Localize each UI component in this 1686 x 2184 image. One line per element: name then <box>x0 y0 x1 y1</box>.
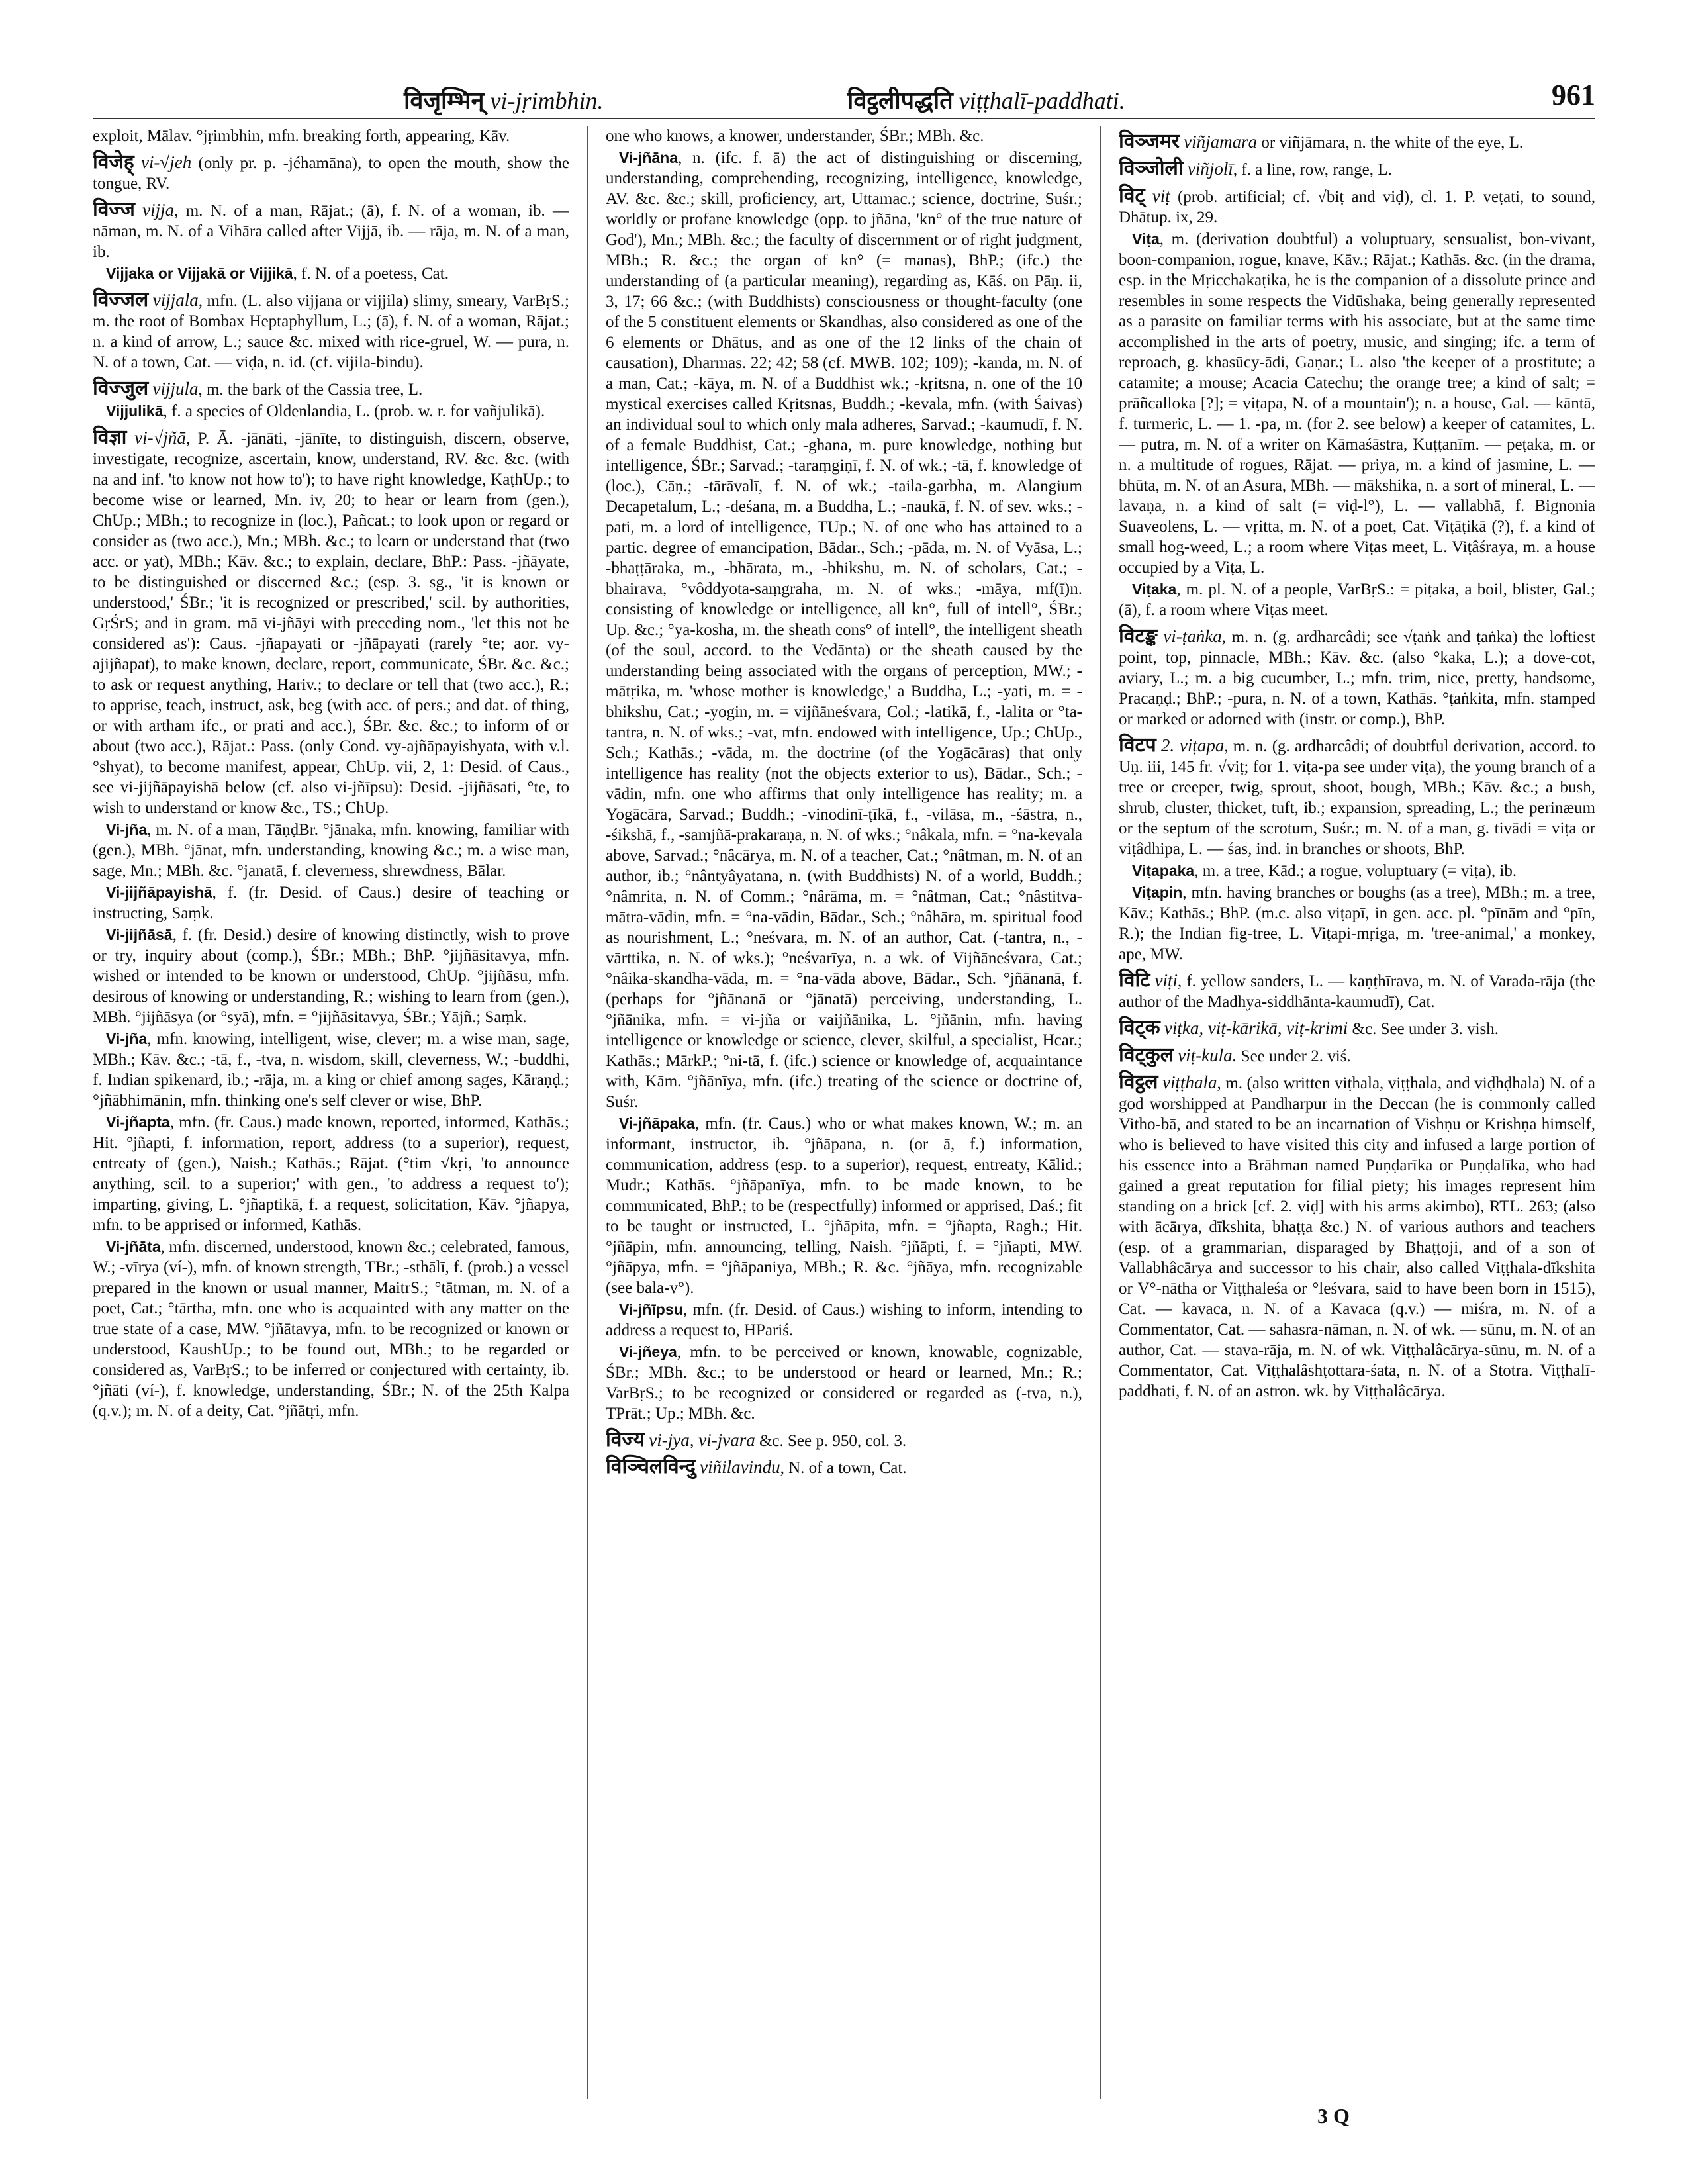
entry-text: &c. See under 3. vish. <box>1348 1020 1499 1038</box>
headword-devanagari: विटप <box>1119 734 1156 757</box>
subentry-headword: Vijjulikā <box>106 403 164 420</box>
entry-text: , P. Ā. -jānāti, -jānīte, to distinguish, discern, observe, investigate, recognize, ascertain, know, understand, RV. &c. &c. (with na and inf. 'to know not how to'); to have right knowledge, KaṭhUp.; to become wise or learned, Mn. iv, 20; to hear or learn from (gen.), ChUp.; MBh.; to recognize in (loc.), Pañcat.; to look upon or regard or consider as (two acc.), Mn.; MBh. &c.; to learn or understand that (two acc. or yat), MBh.; Kāv. &c.; to explain, declare, BhP.: Pass. -jñāyate, to be distinguished or discerned &c.; (esp. 3. sg., 'it is known or understood,' ŚBr.; 'it is recognized or prescribed,' scil. by authorities, GṛŚrS; and in gram. mā vi-jñāyi with preceding nom., 'let this not be considered as'): Caus. -jñapayati or -jñāpayati (rarely °te; aor. vy-ajijñapat), to make known, declare, report, communicate, ŚBr. &c. &c.; to ask or request anything, Hariv.; to declare or tell that (two acc.), R.; to apprise, teach, instruct, ask, beg (with acc. of pers.; and dat. of thing, or with artham ifc., or prati and acc.), ŚBr. &c. &c.; to inform of or about (two acc.), Rājat.: Pass. (only Cond. vy-ajñāpayishyata, with v.l. °shyat), to become manifest, appear, ChUp. vii, 2, 1: Desid. of Caus., see vi-jijñāpayishā below (cf. also vi-jñīpsu): Desid. -jijñāsati, °te, to wish to understand or know &c., TS.; ChUp. <box>93 430 569 817</box>
dictionary-entry <box>93 289 569 373</box>
entry-text: , mfn. discerned, understood, known &c.; celebrated, famous, W.; -vīrya (ví-), mfn. of known strength, TBr.; -sthālī, f. (prob.) a vessel prepared in the known or usual manner, MaitrS.; °tātman, m. N. of a poet, Cat.; °tārtha, mfn. one who is acquainted with any matter on the true state of a case, MW. °jñātavya, mfn. to be recognized or known or understood, KaushUp.; to be found out, MBh.; to be regarded or considered as, VarBṛS.; to be inferred or conjectured with certainty, ib. °jñāti (ví-), f. knowledge, understanding, ŚBr.; N. of the 25th Kalpa (q.v.); m. N. of a deity, Cat. °jñātṛi, mfn. <box>93 1238 569 1420</box>
left-catchword-translit: vi-jṛimbhin. <box>490 87 604 114</box>
dictionary-subentry <box>606 126 1082 146</box>
headword-transliteration: viñjamara <box>1184 132 1258 152</box>
entry-text: , mfn. having branches or boughs (as a tree), MBh.; m. a tree, Kāv.; Kathās.; BhP. (m.c. also viṭapī, in gen. acc. pl. °pīnām and °pīn, R.); the Indian fig-tree, L. Viṭapi-mṛiga, m. 'tree-animal,' a monkey, ape, MW. <box>1119 884 1595 963</box>
entry-text: , mfn. (fr. Caus.) made known, reported, informed, Kathās.; Hit. °jñapti, f. information, report, address (to a superior), request, entreaty of (gen.), Naish.; Kathās.; Rājat. (°tim √kṛi, 'to announce anything, scil. to a superior;' with gen., 'to address a request to'); imparting, giving, L. °jñaptikā, f. a request, solicitation, Kāv. °jñapya, mfn. to be apprised or informed, Kathās. <box>93 1114 569 1234</box>
headword-devanagari: विज्ज <box>93 198 135 221</box>
headword-devanagari: विञ्चिलविन्दु <box>606 1455 696 1478</box>
subentry-headword: Vi-jñāpaka <box>619 1115 695 1132</box>
headword-devanagari: विजेह् <box>93 150 134 173</box>
dictionary-entry <box>1119 1045 1595 1067</box>
entry-text: , m. (derivation doubtful) a voluptuary, sensualist, bon-vivant, boon-companion, rogue, knave, Kāv.; Rājat.; Kathās. &c. (in the drama, esp. in the Mṛicchakaṭika, he is the companion of a dissolute prince and resembles in some respects the Vidūshaka, being generally represented as a parasite on familiar terms with his associate, but at the same time accomplished in the arts of poetry, music, and singing; ifc. a term of reproach, g. khasūcy-ādi, Gaṇar.; L. also 'the keeper of a prostitute; a catamite; a mouse; Acacia Catechu; the orange tree; a kind of salt; = prāñcalloka [?]; = viṭapa, N. of a mountain'); n. a house, Gal. — kāntā, f. turmeric, L. — 1. -pa, m. (for 2. see below) a keeper of catamites, L. — putra, m. N. of a writer on Kāmaśāstra, Kuṭṭanīm. — peṭaka, m. or n. a multitude of rogues, Rājat. — priya, m. a kind of jasmine, L. — bhūta, m. N. of an Asura, MBh. — mākshika, n. a sort of mineral, L. — lavaṇa, n. a kind of salt (= viḍ-l°), L. — vallabhā, f. Bignonia Suaveolens, L. — vṛitta, m. N. of a poet, Cat. Viṭāṭikā (?), f. a kind of small hog-weed, L.; a room where Viṭas meet, L. Viṭâśraya, m. a house occupied by a Viṭa, L. <box>1119 230 1595 577</box>
subentry-headword: Vijjaka or Vijjakā or Vijjikā <box>106 265 293 282</box>
headword-devanagari: विज्य <box>606 1428 645 1451</box>
dictionary-entry <box>1119 970 1595 1012</box>
entry-text: exploit, Mālav. °jṛimbhin, mfn. breaking forth, appearing, Kāv. <box>93 127 510 145</box>
subentry-headword: Vi-jñeya <box>619 1343 677 1360</box>
headword-devanagari: विट्कुल <box>1119 1043 1174 1067</box>
dictionary-subentry <box>93 820 569 881</box>
entry-text: , m. N. of a man, Rājat.; (ā), f. N. of a woman, ib. — nāman, m. N. of a Vihāra called after Vijjā, ib. — rāja, m. N. of a man, ib. <box>93 202 569 261</box>
column-3 <box>1119 126 1595 2099</box>
headword-devanagari: विञ्जोली <box>1119 157 1184 180</box>
entry-text: , m. the bark of the Cassia tree, L. <box>198 381 423 399</box>
headword-devanagari: विटि <box>1119 969 1150 992</box>
subentry-headword: Vi-jña <box>106 821 148 838</box>
headword-devanagari: विज्जल <box>93 288 149 311</box>
dictionary-entry <box>606 1429 1082 1451</box>
subentry-headword: Vi-jñāta <box>106 1238 161 1255</box>
subentry-headword: Vi-jijñāsā <box>106 926 173 943</box>
headword-devanagari: विज्ञा <box>93 426 127 449</box>
entry-text: , mfn. (fr. Desid. of Caus.) wishing to inform, intending to address a request to, HPariś. <box>606 1301 1082 1339</box>
dictionary-subentry <box>93 263 569 284</box>
headword-devanagari: विट् <box>1119 184 1145 207</box>
dictionary-entry <box>1119 158 1595 180</box>
entry-text: , n. (ifc. f. ā) the act of distinguishing or discerning, understanding, comprehending, recognizing, intelligence, knowledge, AV. &c. &c.; skill, proficiency, art, Uttamac.; science, doctrine, Suśr.; worldly or profane knowledge (opp. to jñāna, 'kn° of the true nature of God'), Mn.; MBh. &c.; the faculty of discernment or of right judgment, MBh.; R. &c.; the organ of kn° (= manas), BhP.; (ifc.) the understanding of (a particular meaning), regarding as, Kāś. on Pāṇ. ii, 3, 17; 66 &c.; (with Buddhists) consciousness or thought-faculty (one of the 5 constituent elements or Skandhas, also considered as one of the 6 elements or Dhātus, and as one of the 12 links of the chain of causation), Dharmas. 22; 42; 58 (cf. MWB. 102; 109); -kanda, m. N. of a man, Cat.; -kāya, m. N. of a Buddhist wk.; -kṛitsna, n. one of the 10 mystical exercises called Kṛitsnas, Buddh.; -kevala, mfn. (with Śaivas) an individual soul to which only mala adheres, Sarvad.; -kaumudī, f. N. of a female Buddhist, Cat.; -ghana, m. pure knowledge, nothing but intelligence, ŚBr.; Sarvad.; -taraṃgiṇī, f. N. of wk.; -tā, f. knowledge of (loc.), Cāṇ.; -tārāvalī, f. N. of wk.; -taila-garbha, m. Alangium Decapetalum, L.; -deśana, m. a Buddha, L.; -naukā, f. N. of sev. wks.; -pati, m. a lord of intelligence, TUp.; N. of one who has attained to a partic. degree of emancipation, Bādar., Sch.; -pāda, m. N. of Vyāsa, L.; -bhaṭṭāraka, m., -bhārata, m., -bhikshu, m. N. of scholars, Cat.; -bhairava, °vôddyota-saṃgraha, m. N. of wks.; -māya, mf(ī)n. consisting of knowledge or intelligence, all kn°, full of intell°, ŚBr.; Up. &c.; °ya-kosha, m. the sheath cons° of intell°, the intelligent sheath (of the soul, accord. to the Vedānta) or the sheath caused by the understanding being associated with the organs of perception, MW.; -mātṛika, m. 'whose mother is knowledge,' a Buddha, L.; -yati, m. = -bhikshu, Cat.; -yogin, m. = vijñāneśvara, Col.; -latikā, f., -lalita or °ta-tantra, n. N. of wks.; -vat, mfn. endowed with intelligence, Up.; ChUp., Sch.; Kathās.; -vāda, m. the doctrine (of the Yogācāras) that only intelligence has reality (not the objects exterior to us), Bādar., Sch.; -vādin, mfn. one who affirms that only intelligence has reality; m. a Yogācāra, Sarvad.; Buddh.; -vinodinī-ṭīkā, f., -vilāsa, m., -śāstra, n., -śikshā, f., -samjñā-prakaraṇa, n. N. of wks.; °nâkala, mfn. = °na-kevala above, Sarvad.; °nâcārya, m. N. of a teacher, Cat.; °nâtman, m. N. of an author, ib.; °nântyâyatana, n. (with Buddhists) N. of a world, Buddh.; °nâmrita, n. N. of Comm.; °nârāma, m. = °nâtman, Cat.; °nâstitva-mātra-vādin, mfn. = °na-vādin, Bādar., Sch.; °nâhāra, m. spiritual food as nourishment, L.; °neśvara, m. N. of an author, Cat. (-tantra, n., -vārttika, n. N. of wks.); °neśvarīya, n. a wk. of Vijñāneśvara, Cat.; °nâika-skandha-vāda, m. = °na-vāda above, Bādar., Sch. °jñānanā, f. (perhaps for °jñānanā or °jānatā) perceiving, understanding, L. °jñānika, mfn. = vi-jña or vaijñānika, L. °jñānin, mfn. having intelligence or knowledge or science, clever, skilful, a specialist, Hcar.; Kathās.; MārkP.; °ni-tā, f. (ifc.) science or knowledge of, acquaintance with, Kām. °jñānīya, mfn. (ifc.) treating of the science or doctrine of, Suśr. <box>606 149 1082 1111</box>
dictionary-subentry <box>93 925 569 1027</box>
dictionary-entry <box>606 1456 1082 1478</box>
dictionary-subentry <box>606 1114 1082 1298</box>
entry-text: , m. N. of a man, TāṇḍBr. °jānaka, mfn. knowing, familiar with (gen.), MBh. °jānat, mfn. understanding, knowing &c.; m. a wise man, sage, Mn.; MBh. &c. °janatā, f. cleverness, shrewdness, Bālar. <box>93 821 569 880</box>
dictionary-entry <box>1119 131 1595 153</box>
dictionary-entry <box>1119 1018 1595 1039</box>
subentry-headword: Vi-jñapta <box>106 1114 170 1131</box>
subentry-headword: Vi-jñīpsu <box>619 1301 683 1318</box>
dictionary-entry <box>1119 1072 1595 1401</box>
dictionary-entry <box>93 427 569 818</box>
right-catchword <box>847 83 1125 116</box>
column-1 <box>93 126 569 2099</box>
dictionary-subentry <box>1119 861 1595 881</box>
right-catchword-translit: viṭṭhalī-paddhati. <box>959 87 1125 114</box>
headword-transliteration: vi-√jñā <box>134 428 186 448</box>
subentry-headword: Viṭaka <box>1132 581 1177 598</box>
headword-devanagari: विट्क <box>1119 1016 1160 1039</box>
dictionary-entry <box>93 378 569 400</box>
entry-text: or viñjāmara, n. the white of the eye, L. <box>1257 134 1524 152</box>
dictionary-subentry <box>1119 579 1595 620</box>
entry-text: , f. a line, row, range, L. <box>1233 161 1392 179</box>
headword-transliteration: viṭka, viṭ-kārikā, viṭ-krimi <box>1164 1018 1348 1038</box>
dictionary-entry <box>1119 735 1595 859</box>
right-catchword-deva: विट्ठलीपद्धति <box>847 87 953 115</box>
headword-transliteration: vi-jya, vi-jvara <box>649 1430 755 1450</box>
headword-transliteration: viṭṭhala <box>1162 1072 1217 1092</box>
dictionary-subentry <box>606 1342 1082 1424</box>
dictionary-subentry <box>93 126 569 146</box>
entry-text: , N. of a town, Cat. <box>780 1459 907 1477</box>
dictionary-subentry <box>93 882 569 924</box>
entry-text: (only pr. p. -jéhamāna), to open the mouth, show the tongue, RV. <box>93 154 569 193</box>
dictionary-subentry <box>93 401 569 422</box>
entry-text: , mfn. to be perceived or known, knowable, cognizable, ŚBr.; MBh. &c.; to be understood or heard or learned, Mn.; R.; VarBṛS.; to be recognized or considered or regarded as (-tva, n.), TPrāt.; Up.; MBh. &c. <box>606 1343 1082 1423</box>
headword-devanagari: विट्ठल <box>1119 1070 1158 1094</box>
headword-transliteration: 2. viṭapa <box>1160 736 1225 755</box>
dictionary-subentry <box>93 1112 569 1235</box>
entry-text: , m. n. (g. ardharcâdi; see √ṭaṅk and ṭaṅka) the loftiest point, top, pinnacle, MBh.; Kāv. &c. (also °kaka, L.); a dove-cot, aviary, L.; m. a big cucumber, L.; mfn. trim, nice, pretty, handsome, Pracaṇḍ.; BhP.; -pura, n. N. of a town, Kathās. °ṭaṅkita, mfn. stamped or marked or adorned with (instr. or comp.), BhP. <box>1119 628 1595 728</box>
dictionary-subentry <box>93 1237 569 1421</box>
headword-transliteration: vijjala <box>152 290 199 310</box>
entry-text: , m. n. (g. ardharcâdi; of doubtful derivation, accord. to Uṇ. iii, 145 fr. √viṭ; for 1. viṭa-pa see under viṭa), the young branch of a tree or creeper, twig, sprout, shoot, bough, MBh.; Kāv. &c.; a bush, shrub, cluster, thicket, tuft, ib.; expansion, spreading, L.; the perinæum or the septum of the scrotum, Suśr.; m. N. of a man, g. tivādi = viṭa or viṭâdhipa, L. — śas, ind. in branches or shoots, BhP. <box>1119 737 1595 858</box>
headword-transliteration: vi-√jeh <box>140 152 192 172</box>
entry-text: , f. (fr. Desid.) desire of knowing distinctly, wish to prove or try, inquiry about (comp.), ŚBr.; MBh.; BhP. °jijñāsitavya, mfn. wished or intended to be known or understood, ChUp. °jijñāsu, mfn. desirous of knowing or understanding, R.; wishing to learn from (gen.), MBh. °jijñāsya (or °syā), mfn. = °jijñāsitavya, ŚBr.; Yājñ.; Saṃk. <box>93 926 569 1026</box>
headword-transliteration: viṭ-kula. <box>1178 1045 1237 1065</box>
headword-transliteration: viñilavindu <box>700 1457 780 1477</box>
dictionary-entry <box>93 152 569 194</box>
subentry-headword: Viṭa <box>1132 230 1160 248</box>
column-2 <box>606 126 1082 2099</box>
entry-text: , mfn. (L. also vijjana or vijjila) slimy, smeary, VarBṛS.; m. the root of Bombax Heptaphyllum, L.; (ā), f. N. of a woman, Rājat.; n. a kind of arrow, L.; sauce &c. mixed with rice-gruel, W. — pura, n. N. of a town, Cat. — viḍa, n. id. (cf. vijila-bindu). <box>93 292 569 371</box>
entry-text: , m. (also written viṭhala, viṭṭhala, and viḍhḍhala) N. of a god worshipped at Pandharpur in the Deccan (he is commonly called Vitho-bā, and stated to be an incarnation of Vishṇu or Krishṇa himself, who is believed to have visited this city and infused a large portion of his essence into a Brāhman named Puṇḍarīka or Puṇḍalīka, who had gained a great reputation for filial piety; his images represent him standing on a brick [cf. 2. viḍ] with his arms akimbo), RTL. 263; (also with ācārya, dīkshita, bhaṭṭa &c.) N. of various authors and teachers (esp. of a grammarian, disparaged by Bhaṭṭoji, and of a son of Vallabhâcārya and successor to his chair, also called Viṭṭhala-dīkshita or V°-nātha or Viṭṭhaleśa or °leśvara, said to have been born in 1515), Cat. — kavaca, n. N. of a Kavaca (q.v.) — miśra, m. N. of a Commentator, Cat. — sahasra-nāman, n. N. of wk. — sūnu, m. N. of an author, Cat. — stava-rāja, m. N. of wk. Viṭṭhalâcārya-sūnu, m. N. of a Commentator, Cat. Viṭṭhalâshṭottara-śata, n. N. of a Stotra. Viṭṭhalī-paddhati, f. N. of an astron. wk. by Viṭṭhalâcārya. <box>1119 1074 1595 1400</box>
dictionary-subentry <box>606 1300 1082 1341</box>
entry-text: , f. (fr. Desid. of Caus.) desire of teaching or instructing, Saṃk. <box>93 884 569 922</box>
entry-text: &c. See p. 950, col. 3. <box>755 1432 907 1450</box>
dictionary-entry <box>1119 185 1595 228</box>
dictionary-subentry <box>1119 229 1595 578</box>
entry-text: , m. a tree, Kād.; a rogue, voluptuary (= viṭa), ib. <box>1194 862 1517 880</box>
entry-text: , f. yellow sanders, L. — kaṇṭhīrava, m. N. of Varada-rāja (the author of the Madhya-siddhānta-kaumudī), Cat. <box>1119 973 1595 1011</box>
page-number: 961 <box>1552 79 1595 111</box>
dictionary-subentry <box>1119 882 1595 965</box>
headword-devanagari: विञ्जमर <box>1119 130 1180 153</box>
headword-transliteration: vijja <box>142 200 175 220</box>
text-columns <box>93 126 1595 2099</box>
headword-devanagari: विटङ्क <box>1119 624 1158 647</box>
dictionary-entry <box>93 199 569 262</box>
running-head <box>93 78 1595 118</box>
entry-text: , f. N. of a poetess, Cat. <box>293 265 449 283</box>
entry-text: (prob. artificial; cf. √biṭ and viḍ), cl. 1. P. veṭati, to sound, Dhātup. ix, 29. <box>1119 188 1595 226</box>
headword-transliteration: viṭi <box>1154 971 1178 990</box>
left-catchword <box>404 83 603 116</box>
headword-transliteration: vijjula <box>152 379 199 399</box>
entry-text: one who knows, a knower, understander, ŚBr.; MBh. &c. <box>606 127 984 145</box>
subentry-headword: Viṭapaka <box>1132 862 1195 879</box>
headword-transliteration: viñjolī <box>1187 159 1233 179</box>
headword-transliteration: viṭ <box>1152 186 1170 206</box>
subentry-headword: Vi-jñāna <box>619 149 679 166</box>
dictionary-subentry <box>606 148 1082 1112</box>
entry-text: , f. a species of Oldenlandia, L. (prob. w. r. for vañjulikā). <box>163 403 545 420</box>
left-catchword-deva: विजृम्भिन् <box>404 87 485 115</box>
column-divider <box>1100 126 1101 2099</box>
dictionary-entry <box>1119 626 1595 730</box>
entry-text: , mfn. knowing, intelligent, wise, clever; m. a wise man, sage, MBh.; Kāv. &c.; -tā, f., -tva, n. wisdom, skill, cleverness, W.; -buddhi, f. Indian spikenard, ib.; -rāja, m. a king or chief among sages, Kāraṇḍ.; °jñābhimānin, mfn. thinking one's self clever or wise, BhP. <box>93 1030 569 1110</box>
subentry-headword: Vi-jña <box>106 1030 148 1047</box>
entry-text: See under 2. viś. <box>1237 1047 1351 1065</box>
entry-text: , m. pl. N. of a people, VarBṛS.: = piṭaka, a boil, blister, Gal.; (ā), f. a room where Viṭas meet. <box>1119 581 1595 619</box>
dictionary-subentry <box>93 1029 569 1111</box>
signature-mark: 3 Q <box>1317 2104 1350 2128</box>
headword-transliteration: vi-ṭaṅka <box>1163 626 1222 646</box>
subentry-headword: Vi-jijñāpayishā <box>106 884 212 901</box>
entry-text: , mfn. (fr. Caus.) who or what makes known, W.; m. an informant, instructor, ib. °jñāpana, n. (or ā, f.) information, communication, address (esp. to a superior), request, entreaty, Kālid.; Mudr.; Kathās. °jñāpanīya, mfn. to be made known, to be communicated, BhP.; to be (respectfully) informed or apprised, Daś.; fit to be taught or instructed, L. °jñāpita, mfn. = °jñapta, Ragh.; Hit. °jñāpin, mfn. announcing, telling, Naish. °jñāpti, f. = °jñapti, MW. °jñāpya, mfn. = °jñāpaniya, MBh.; R. &c. °jñāya, mfn. recognizable (see bala-v°). <box>606 1115 1082 1297</box>
header-rule <box>93 118 1595 119</box>
headword-devanagari: विज्जुल <box>93 377 149 400</box>
column-divider <box>587 126 588 2099</box>
subentry-headword: Viṭapin <box>1132 884 1183 901</box>
